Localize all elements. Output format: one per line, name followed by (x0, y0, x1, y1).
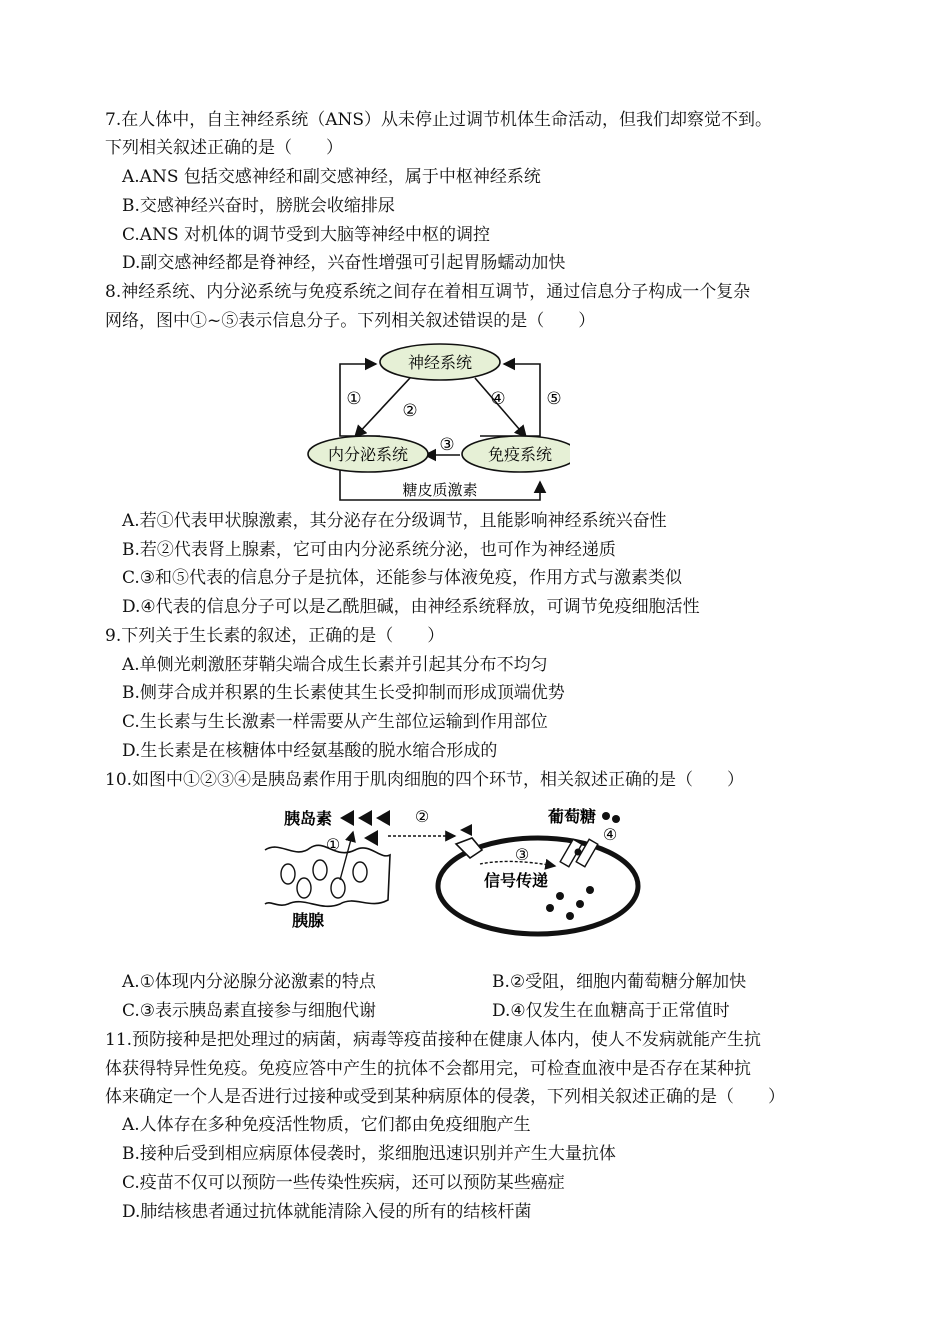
q7-stem-line2: 下列相关叙述正确的是（ ） (105, 138, 343, 158)
q7-option-c: C.ANS 对机体的调节受到大脑等神经中枢的调控 (122, 225, 491, 245)
glucose-molecule (556, 892, 564, 900)
q10-option-a: A.①体现内分泌腺分泌激素的特点 (122, 972, 376, 992)
q7-option-d: D.副交感神经都是脊神经，兴奋性增强可引起胃肠蠕动加快 (122, 253, 566, 273)
immune-system-label: 免疫系统 (487, 445, 553, 464)
q9-option-d: D.生长素是在核糖体中经氨基酸的脱水缩合形成的 (122, 741, 498, 761)
q8-option-d: D.④代表的信息分子可以是乙酰胆碱，由神经系统释放，可调节免疫细胞活性 (122, 597, 700, 617)
label-5: ⑤ (546, 389, 562, 409)
q11-option-c: C.疫苗不仅可以预防一些传染性疾病，还可以预防某些癌症 (122, 1173, 565, 1193)
q10-insulin-diagram (260, 800, 660, 940)
glucose-label: 葡萄糖 (547, 807, 597, 826)
glucose-molecule (612, 815, 620, 823)
q8-option-b: B.若②代表肾上腺素，它可由内分泌系统分泌，也可作为神经递质 (122, 540, 616, 560)
q9-option-c: C.生长素与生长激素一样需要从产生部位运输到作用部位 (122, 712, 548, 732)
q9-option-b: B.侧芽合成并积累的生长素使其生长受抑制而形成顶端优势 (122, 683, 565, 703)
insulin-triangle (364, 830, 378, 846)
q8-stem-line1: 8.神经系统、内分泌系统与免疫系统之间存在着相互调节，通过信息分子构成一个复杂 (105, 282, 751, 302)
q10-option-d: D.④仅发生在血糖高于正常值时 (492, 1001, 730, 1021)
pancreas-cell (297, 878, 311, 898)
pancreas-cell (313, 860, 327, 880)
q11-option-b: B.接种后受到相应病原体侵袭时，浆细胞迅速识别并产生大量抗体 (122, 1144, 616, 1164)
endocrine-system-label: 内分泌系统 (327, 445, 409, 464)
q11-option-d: D.肺结核患者通过抗体就能清除入侵的所有的结核杆菌 (122, 1202, 532, 1222)
insulin-triangle (340, 810, 354, 826)
q11-stem-line3: 体来确定一个人是否进行过接种或受到某种病原体的侵袭，下列相关叙述正确的是（ ） (105, 1087, 785, 1107)
q7-stem-line1: 7.在人体中，自主神经系统（ANS）从未停止过调节机体生命活动，但我们却察觉不到。 (105, 110, 773, 130)
glucose-molecule (586, 886, 594, 894)
signal-label: 信号传递 (483, 871, 549, 890)
q11-stem-line2: 体获得特异性免疫。免疫应答中产生的抗体不会都用完，可检查血液中是否存在某种抗 (105, 1059, 751, 1079)
label-2: ② (402, 401, 418, 421)
insulin-triangle (376, 810, 390, 826)
q8-network-diagram (300, 340, 570, 510)
pancreas-label: 胰腺 (291, 911, 325, 930)
q10-stem: 10.如图中①②③④是胰岛素作用于肌肉细胞的四个环节，相关叙述正确的是（ ） (105, 770, 745, 790)
glucose-molecule (566, 912, 574, 920)
q8-option-c: C.③和⑤代表的信息分子是抗体，还能参与体液免疫，作用方式与激素类似 (122, 568, 683, 588)
q7-option-b: B.交感神经兴奋时，膀胱会收缩排尿 (122, 196, 395, 216)
pancreas-cell (331, 878, 345, 898)
label-2: ② (414, 807, 430, 826)
arrow-5 (480, 364, 540, 436)
glucocorticoid-label: 糖皮质激素 (402, 481, 478, 499)
label-1: ① (325, 835, 341, 854)
glucose-molecule (576, 900, 584, 908)
glucose-molecule (546, 904, 554, 912)
q10-option-b: B.②受阻，细胞内葡萄糖分解加快 (492, 972, 747, 992)
q10-option-c: C.③表示胰岛素直接参与细胞代谢 (122, 1001, 377, 1021)
q11-option-a: A.人体存在多种免疫活性物质，它们都由免疫细胞产生 (122, 1115, 531, 1135)
label-4: ④ (490, 389, 506, 409)
label-4: ④ (602, 825, 618, 844)
glucose-molecule (575, 849, 582, 856)
pancreas-outline (265, 845, 390, 906)
arrow-1 (340, 832, 353, 880)
bound-insulin (460, 824, 472, 836)
q11-stem-line1: 11.预防接种是把处理过的病菌，病毒等疫苗接种在健康人体内，使人不发病就能产生抗 (105, 1030, 762, 1050)
glucose-molecule (602, 812, 610, 820)
pancreas-cell (353, 862, 367, 882)
pancreas-cell (281, 864, 295, 884)
q8-stem-line2: 网络，图中①~⑤表示信息分子。下列相关叙述错误的是（ ） (105, 311, 596, 331)
label-3: ③ (514, 845, 530, 864)
q8-option-a: A.若①代表甲状腺激素，其分泌存在分级调节，且能影响神经系统兴奋性 (122, 511, 667, 531)
q9-stem: 9.下列关于生长素的叙述，正确的是（ ） (105, 626, 445, 646)
q7-option-a: A.ANS 包括交感神经和副交感神经，属于中枢神经系统 (122, 167, 541, 187)
label-3: ③ (439, 435, 455, 455)
nervous-system-label: 神经系统 (407, 353, 473, 372)
insulin-label: 胰岛素 (283, 809, 333, 828)
label-1: ① (346, 389, 362, 409)
q9-option-a: A.单侧光刺激胚芽鞘尖端合成生长素并引起其分布不均匀 (122, 655, 548, 675)
insulin-triangle (358, 810, 372, 826)
